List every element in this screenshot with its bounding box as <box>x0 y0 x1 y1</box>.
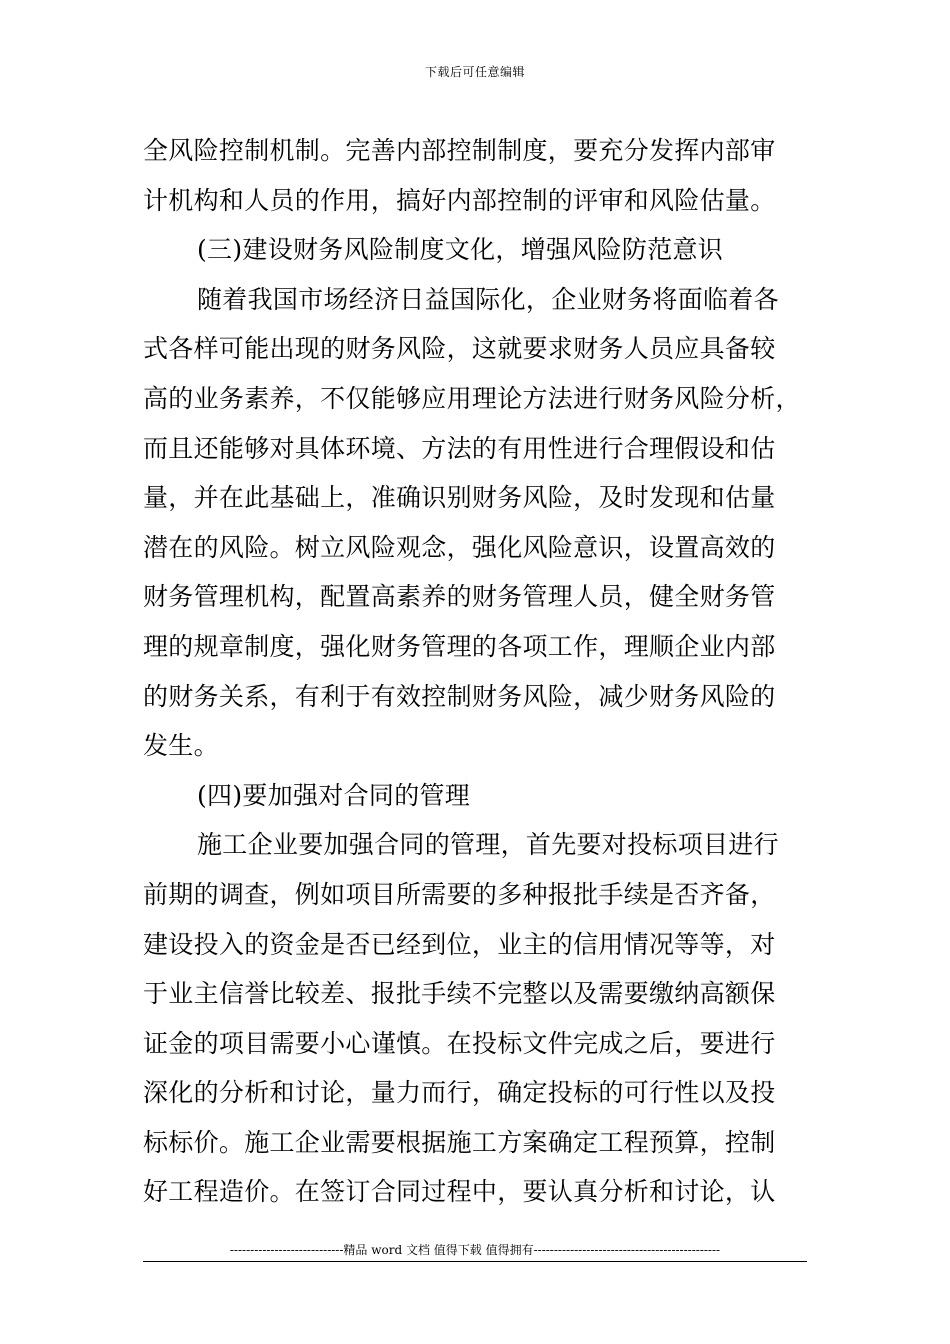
section-heading: (三)建设财务风险制度文化，增强风险防范意识 <box>197 235 724 265</box>
paragraph-first-line: 随着我国市场经济日益国际化，企业财务将面临着各 <box>197 284 779 314</box>
body-line: 建设投入的资金是否已经到位，业主的信用情况等等，对 <box>143 929 776 959</box>
paragraph-first-line: 施工企业要加强合同的管理，首先要对投标项目进行 <box>197 830 779 860</box>
body-line: 潜在的风险。树立风险观念，强化风险意识，设置高效的 <box>143 532 776 562</box>
document-body <box>143 126 807 1217</box>
body-line: 好工程造价。在签订合同过程中，要认真分析和讨论，认 <box>143 1177 776 1207</box>
body-line: 理的规章制度，强化财务管理的各项工作，理顺企业内部 <box>143 631 776 661</box>
body-line: 证金的项目需要小心谨慎。在投标文件完成之后，要进行 <box>143 1028 776 1058</box>
body-line: 发生。 <box>143 731 219 761</box>
footer-divider <box>143 1261 807 1262</box>
body-line: 前期的调查，例如项目所需要的多种报批手续是否齐备， <box>143 879 776 909</box>
page-footer: ----------------------------精品 word 文档 值得下载 值得拥有---------------------------------------------- <box>229 1243 721 1257</box>
body-line: 式各样可能出现的财务风险，这就要求财务人员应具备较 <box>143 334 776 364</box>
body-line: 财务管理机构，配置高素养的财务管理人员，健全财务管 <box>143 582 776 612</box>
page-header: 下载后可任意编辑 <box>424 65 525 79</box>
body-line: 高的业务素养，不仅能够应用理论方法进行财务风险分析， <box>143 383 801 413</box>
body-line: 计机构和人员的作用，搞好内部控制的评审和风险估量。 <box>143 185 776 215</box>
body-line: 量，并在此基础上，准确识别财务风险，及时发现和估量 <box>143 483 776 513</box>
body-line: 的财务关系，有利于有效控制财务风险，减少财务风险的 <box>143 681 776 711</box>
body-line: 深化的分析和讨论，量力而行，确定投标的可行性以及投 <box>143 1078 776 1108</box>
body-line: 而且还能够对具体环境、方法的有用性进行合理假设和估 <box>143 433 776 463</box>
section-heading: (四)要加强对合同的管理 <box>197 780 471 810</box>
body-line: 于业主信誉比较差、报批手续不完整以及需要缴纳高额保 <box>143 979 776 1009</box>
body-line: 全风险控制机制。完善内部控制制度，要充分发挥内部审 <box>143 136 776 165</box>
body-line: 标标价。施工企业需要根据施工方案确定工程预算，控制 <box>143 1127 776 1157</box>
